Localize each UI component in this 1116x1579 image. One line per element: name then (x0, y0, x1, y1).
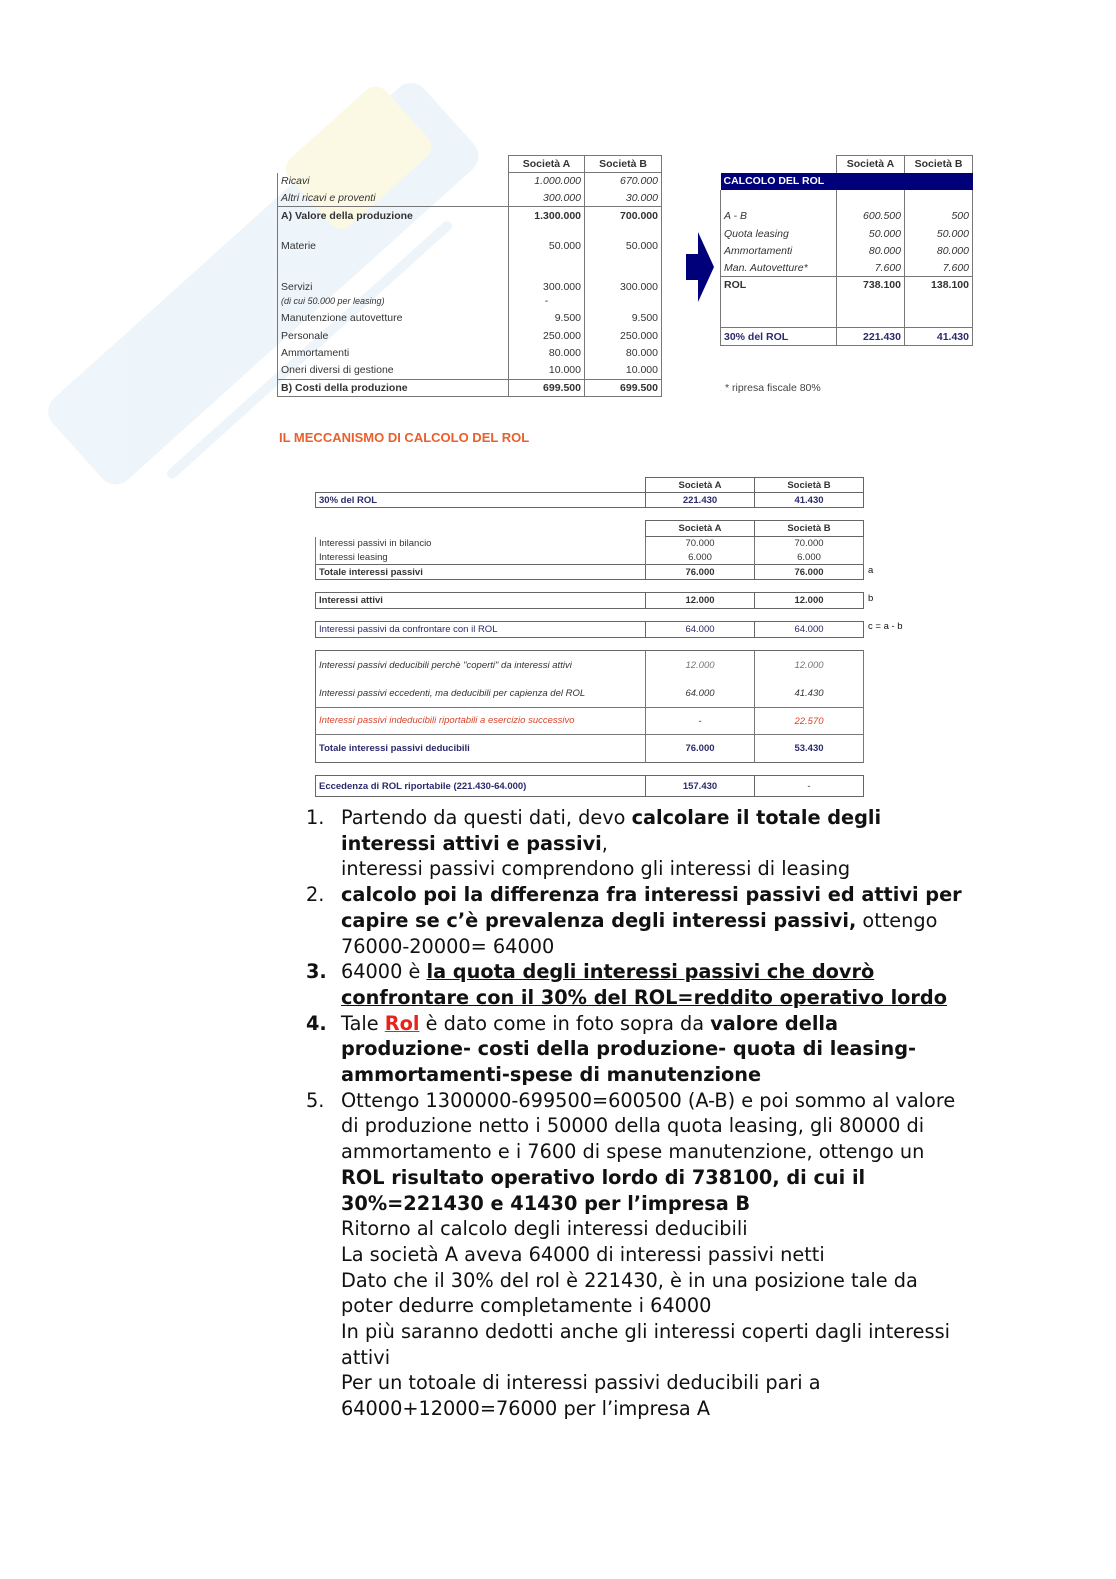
emphasis-text: 30%=221430 e 41430 per l’impresa B (341, 1191, 751, 1215)
text-segment: di produzione netto i 50000 della quota leasing, gli 80000 di (341, 1114, 925, 1138)
row-label: 30% del ROL (721, 328, 837, 346)
value-a: 64.000 (646, 622, 755, 638)
text-segment: Tale (341, 1011, 385, 1035)
emphasis-text: calcolo poi la differenza fra interessi passivi ed attivi per (341, 883, 962, 907)
value-a: 7.600 (837, 260, 905, 277)
text-line (341, 1088, 1060, 1114)
header-societa-a: Società A (646, 478, 755, 493)
value-a: 1.300.000 (509, 207, 585, 225)
text-line (341, 1370, 1060, 1396)
tag-c: c = a - b (868, 621, 903, 632)
section-title: IL MECCANISMO DI CALCOLO DEL ROL (279, 430, 530, 445)
value-b: - (755, 776, 864, 797)
value-b: 699.500 (585, 380, 662, 397)
list-item (300, 959, 1060, 1010)
header-societa-b: Società B (755, 478, 864, 493)
row-label: Materie (278, 225, 509, 267)
value-b: 64.000 (755, 622, 864, 638)
value-a: 80.000 (837, 243, 905, 260)
value-a: 80.000 (509, 345, 585, 362)
row-label: Interessi passivi da confrontare con il ROL (316, 622, 646, 638)
header-societa-a: Società A (646, 521, 755, 537)
text-line (341, 1165, 1060, 1191)
value-a: 300.000 (509, 190, 585, 207)
value-b: 41.430 (905, 328, 973, 346)
text-line (341, 1036, 1060, 1062)
value-a: 12.000 (646, 593, 755, 609)
value-b: 50.000 (585, 225, 662, 267)
text-segment: Partendo da questi dati, devo (341, 806, 632, 829)
value-b: 53.430 (755, 735, 864, 763)
row-label: (di cui 50.000 per leasing) (278, 293, 509, 310)
text-line (341, 1216, 1060, 1242)
text-line (341, 1191, 1060, 1217)
row-label: Eccedenza di ROL riportabile (221.430-64.000) (316, 776, 646, 797)
value-b: 500 (905, 208, 973, 225)
text-segment: poter dedurre completamente i 64000 (341, 1294, 712, 1318)
value-b: 700.000 (585, 207, 662, 225)
value-a: 9.500 (509, 310, 585, 327)
list-item (300, 1088, 1060, 1422)
value-b: 80.000 (585, 345, 662, 362)
value-b: 10.000 (585, 362, 662, 380)
row-label: Totale interessi passivi deducibili (319, 743, 470, 754)
text-line (341, 1345, 1060, 1371)
value-b: 50.000 (905, 225, 973, 243)
text-line (341, 1242, 1060, 1268)
text-line (341, 959, 1060, 985)
value-b: 12.000 (755, 651, 864, 681)
value-a: - (646, 708, 755, 735)
row-label: Altri ricavi e proventi (278, 190, 509, 207)
header-societa-a: Società A (837, 156, 905, 173)
row-label: Interessi passivi indeducibili riportabili a esercizio successivo (316, 708, 646, 735)
text-line (341, 1011, 1060, 1037)
text-line (341, 934, 1060, 960)
passive-interest-table (315, 520, 864, 580)
value-a: 70.000 (646, 537, 755, 551)
row-label: Quota leasing (721, 225, 837, 243)
row-label: Interessi passivi deducibili perchè "coperti" da interessi attivi (319, 659, 572, 671)
row-label: 30% del ROL (316, 493, 646, 508)
row-label: Totale interessi passivi (316, 565, 646, 580)
text-segment: è dato come in foto sopra da (419, 1011, 711, 1035)
list-number: 2. (306, 883, 325, 907)
value-a: 76.000 (646, 735, 755, 763)
value-b: 30.000 (585, 190, 662, 207)
value-b: 6.000 (755, 551, 864, 565)
rol-title-bar: CALCOLO DEL ROL (723, 175, 825, 187)
value-a: 221.430 (837, 328, 905, 346)
text-segment: La società A aveva 64000 di interessi passivi netti (341, 1242, 825, 1266)
text-segment: ottengo (856, 908, 938, 932)
value-b: 670.000 (585, 173, 662, 190)
rol-calculation-table (720, 155, 973, 346)
emphasis-text: la quota degli interessi passivi che dovrò (426, 960, 875, 984)
header-societa-b: Società B (585, 156, 662, 173)
text-segment: attivi (341, 1345, 391, 1369)
row-label: Servizi (278, 267, 509, 293)
value-a: 600.500 (837, 208, 905, 225)
row-label: Ricavi (278, 173, 509, 190)
row-label: Interessi leasing (316, 551, 646, 565)
value-a: 221.430 (646, 493, 755, 508)
rol30-table (315, 477, 864, 508)
emphasis-text: calcolare il totale degli (631, 806, 882, 829)
text-segment: 64000 è (341, 960, 427, 984)
text-line (341, 882, 1060, 908)
arrow-right-icon (686, 232, 714, 302)
value-b (585, 293, 662, 310)
active-interest-table (315, 592, 864, 609)
value-b: 250.000 (585, 327, 662, 345)
value-b: 76.000 (755, 565, 864, 580)
text-segment: ammortamento e i 7600 di spese manutenzione, ottengo un (341, 1140, 925, 1164)
text-line (341, 1396, 1060, 1422)
value-a: 738.100 (837, 277, 905, 328)
list-item (300, 1011, 1060, 1088)
value-b: 22.570 (755, 708, 864, 735)
row-label: Interessi attivi (316, 593, 646, 609)
row-label: B) Costi della produzione (278, 380, 509, 397)
text-segment: In più saranno dedotti anche gli interessi coperti dagli interessi (341, 1320, 950, 1344)
value-a: 10.000 (509, 362, 585, 380)
tag-a: a (868, 565, 874, 576)
value-a: - (509, 293, 585, 310)
row-label: Ammortamenti (278, 345, 509, 362)
list-number: 3. (306, 960, 327, 984)
value-a: 157.430 (646, 776, 755, 797)
text-line (341, 805, 1060, 831)
emphasis-text: ROL risultato operativo lordo di 738100, di cui il (341, 1165, 866, 1189)
value-b: 70.000 (755, 537, 864, 551)
value-a: 64.000 (646, 681, 755, 708)
emphasis-text: confrontare con il 30% del ROL=reddito operativo lordo (341, 985, 947, 1009)
emphasis-text: interessi attivi e passivi (341, 831, 602, 855)
footnote: * ripresa fiscale 80% (725, 382, 821, 394)
value-b: 138.100 (905, 277, 973, 328)
list-number: 4. (306, 1011, 327, 1035)
row-label: A) Valore della produzione (278, 207, 509, 225)
text-line (341, 1139, 1060, 1165)
row-label: Personale (278, 327, 509, 345)
value-a: 300.000 (509, 267, 585, 293)
text-line (341, 985, 1060, 1011)
text-segment: 64000+12000=76000 per l’impresa A (341, 1397, 711, 1421)
text-segment: , (601, 831, 608, 855)
value-b: 7.600 (905, 260, 973, 277)
text-line (341, 1113, 1060, 1139)
text-line (341, 831, 1060, 857)
value-b: 80.000 (905, 243, 973, 260)
text-line (341, 1268, 1060, 1294)
rol-mechanism-tables (315, 477, 903, 797)
explanation-list (300, 805, 1060, 1422)
row-label: ROL (721, 277, 837, 328)
income-statement-table (277, 155, 662, 397)
header-societa-a: Società A (509, 156, 585, 173)
text-segment: Per un totoale di interessi passivi deducibili pari a (341, 1371, 821, 1395)
text-line (341, 908, 1060, 934)
compare-table (315, 621, 864, 638)
value-a: 12.000 (646, 651, 755, 681)
header-societa-b: Società B (755, 521, 864, 537)
text-line (341, 1062, 1060, 1088)
value-a: 6.000 (646, 551, 755, 565)
tag-b: b (868, 593, 874, 604)
value-b: 41.430 (755, 493, 864, 508)
emphasis-text: valore della (710, 1011, 839, 1035)
list-number: 5. (306, 1088, 325, 1112)
text-segment: Ritorno al calcolo degli interessi deducibili (341, 1217, 748, 1241)
value-b: 300.000 (585, 267, 662, 293)
value-b: 12.000 (755, 593, 864, 609)
text-segment: Ottengo 1300000-699500=600500 (A-B) e poi sommo al valore (341, 1088, 956, 1112)
list-item (300, 805, 1060, 882)
emphasis-text: ammortamenti-spese di manutenzione (341, 1063, 762, 1087)
value-a: 50.000 (837, 225, 905, 243)
text-line (341, 856, 1060, 882)
text-segment: interessi passivi comprendono gli interessi di leasing (341, 857, 851, 881)
header-societa-b: Società B (905, 156, 973, 173)
row-label: Manutenzione autovetture (278, 310, 509, 327)
value-a: 699.500 (509, 380, 585, 397)
value-a: 250.000 (509, 327, 585, 345)
text-segment: 76000-20000= 64000 (341, 934, 555, 958)
list-number: 1. (306, 806, 325, 829)
emphasis-text: produzione- costi della produzione- quota di leasing- (341, 1037, 917, 1061)
emphasis-text: capire se c’è prevalenza degli interessi passivi, (341, 908, 857, 932)
text-segment: Dato che il 30% del rol è 221430, è in una posizione tale da (341, 1268, 918, 1292)
row-label: Man. Autovetture* (721, 260, 837, 277)
list-item (300, 882, 1060, 959)
deductible-table (315, 650, 864, 763)
value-b: 41.430 (755, 681, 864, 708)
value-b: 9.500 (585, 310, 662, 327)
emphasis-text: Rol (384, 1011, 420, 1035)
row-label: Ammortamenti (721, 243, 837, 260)
row-label: A - B (721, 208, 837, 225)
value-a: 50.000 (509, 225, 585, 267)
text-line (341, 1319, 1060, 1345)
row-label: Interessi passivi in bilancio (316, 537, 646, 551)
row-label: Oneri diversi di gestione (278, 362, 509, 380)
value-a: 76.000 (646, 565, 755, 580)
rol-excess-table (315, 775, 864, 797)
text-line (341, 1293, 1060, 1319)
value-a: 1.000.000 (509, 173, 585, 190)
row-label: Interessi passivi eccedenti, ma deducibili per capienza del ROL (316, 681, 646, 708)
